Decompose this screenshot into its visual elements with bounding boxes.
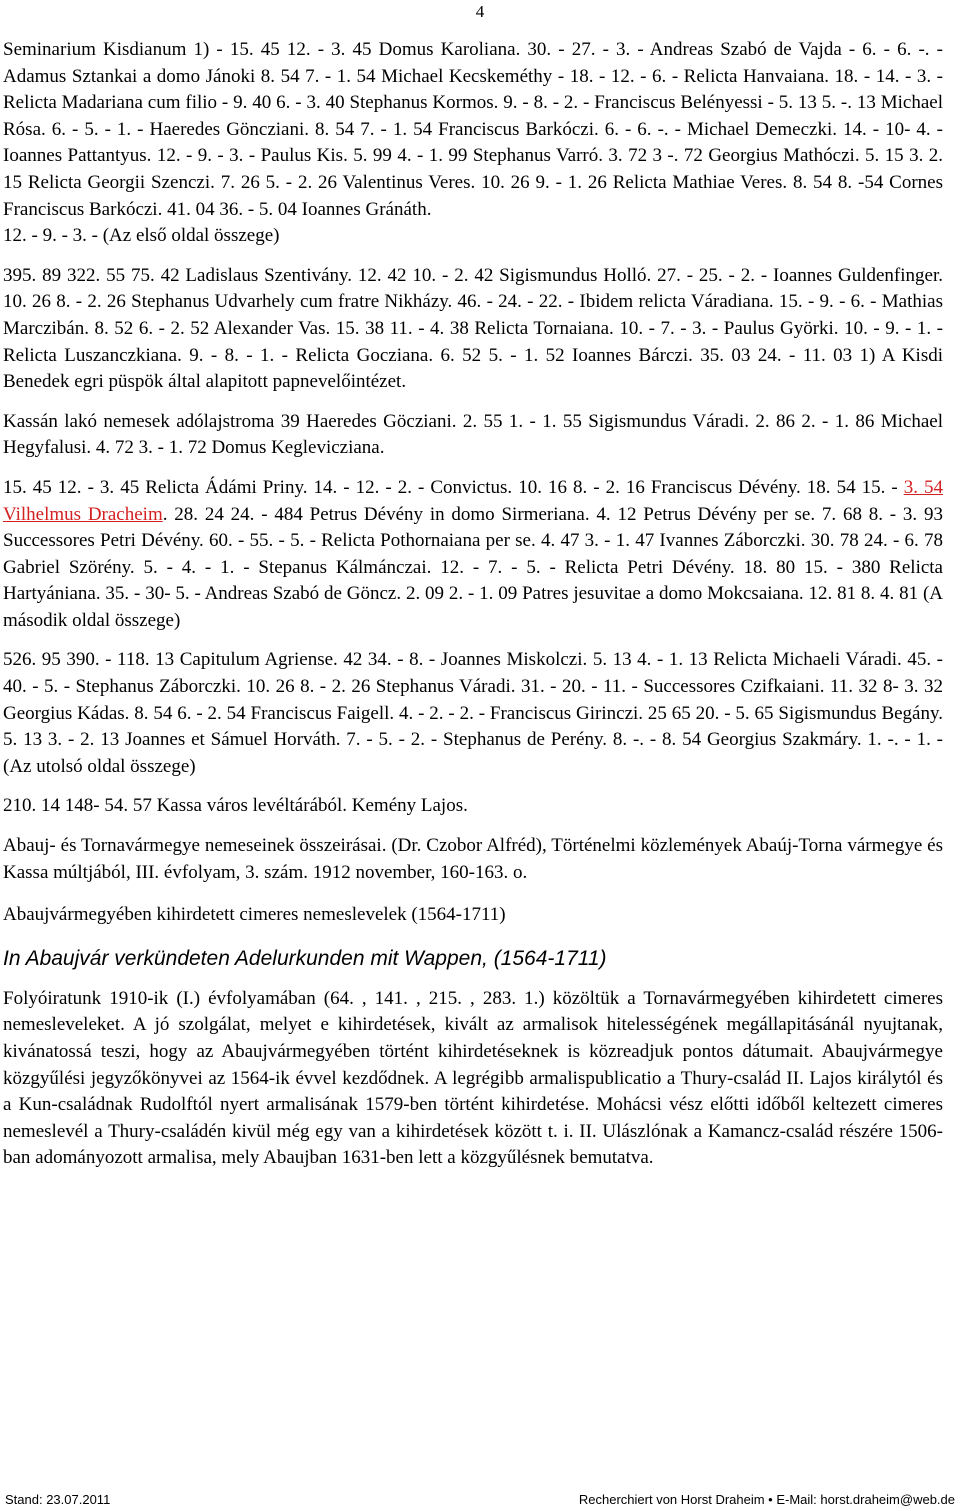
bibliographic-reference: Abauj- és Tornavármegye nemeseinek összeirásai. (Dr. Czobor Alfréd), Történelmi közlemények Abaúj-Torna vármegye és Kassa múltjából, III. évfolyam, 3. szám. 1912 november, 160-163. o. [3, 835, 943, 883]
tax-list-page2 [3, 475, 943, 635]
section-heading-german: In Abaujvár verkündeten Adelurkunden mit Wappen, (1564-1711) [3, 946, 607, 970]
page-number: 4 [475, 2, 485, 21]
page1-total: 12. - 9. - 3. - (Az első oldal összege) [3, 225, 280, 247]
tax-list-page2-rest: . 28. 24 24. - 484 Petrus Dévény in domo Sirmeriana. 4. 12 Petrus Dévény per se. 7. 68 8. - 3. 93 Successores Petri Dévény. 60. - 55. - 5. - Relicta Pothornaiana per se. 4. 47 3. - 1. 47 Ivannes Záborczki. 30. 78 24. - 6. 78 Gabriel Szörény. 5. - 4. - 1. - Stepanus Kálmánczai. 12. - 7. - 5. - Relicta Petri Dévény. 18. 80 15. - 380 Relicta Hartyániana. 35. - 30- 5. - Andreas Szabó de Göncz. 2. 09 2. - 1. 09 Patres jesuvitae a domo Mokcsaiana. 12. 81 8. 4. 81 (A második oldal összege) [3, 503, 943, 631]
footer-credit: Recherchiert von Horst Draheim • E-Mail: horst.draheim@web.de [578, 1492, 955, 1507]
tax-list-page2-start: 15. 45 12. - 3. 45 Relicta Ádámi Priny. 14. - 12. - 2. - Convictus. 10. 16 8. - 2. 16 Franciscus Dévény. 18. 54 15. - [3, 476, 904, 498]
source-note: 210. 14 148- 54. 57 Kassa város levéltárából. Kemény Lajos. [3, 795, 468, 817]
tax-list-page1-continued: 395. 89 322. 55 75. 42 Ladislaus Szentivány. 12. 42 10. - 2. 42 Sigismundus Holló. 27. - 25. - 2. - Ioannes Guldenfinger. 10. 26 8. - 2. 26 Stephanus Udvarhely cum fratre Nikházy. 46. - 24. - 22. - Ibidem relicta Váradiana. 15. - 9. - 6. - Mathias Marczibán. 8. 52 6. - 2. 52 Alexander Vas. 15. 38 11. - 4. 38 Relicta Tornaiana. 10. - 7. - 3. - Paulus Györki. 10. - 9. - 1. - Relicta Luszanczkiana. 9. - 8. - 1. - Relicta Gocziana. 6. 52 5. - 1. 52 Ioannes Bárczi. 35. 03 24. - 11. 03 1) A Kisdi Benedek egri püspök által alapitott papnevelőintézet. [3, 264, 943, 393]
armorial-letters-intro: Folyóiratunk 1910-ik (I.) évfolyamában (64. , 141. , 215. , 283. 1.) közöltük a Tornavármegyében kihirdetett cimeres nemesleveleket. A jó szolgálat, melyet e kihirdetések, kivált az armalisok hitelességének megállapitásánál nyujtanak, kivánatossá teszi, hogy az Abaujvármegyében történt kihirdetéseknek is közreadjuk pontos dátumait. Abaujvármegye közgyűlési jegyzőkönyvei az 1564-ik évvel kezdődnek. A legrégibb armalispublicatio a Thury-család II. Lajos királytól és a Kun-családnak Rudolftól nyert armalisának 1579-ben történt kihirdetése. Mohácsi vész előtti időből keltezett cimeres nemeslevél a Thury-családén kivül még egy van a kihirdetések között t. i. II. Ulászlónak a Kamancz-család részére 1506-ban adományozott armalisa, mely Abaujban 1631-ben lett a közgyűlésnek bemutatva. [3, 987, 943, 1169]
draheim-entry-link[interactable]: 3. 54 Vilhelmus Dracheim [3, 476, 944, 525]
tax-list-page1: Seminarium Kisdianum 1) - 15. 45 12. - 3. 45 Domus Karoliana. 30. - 27. - 3. - Andreas Szabó de Vajda - 6. - 6. -. - Adamus Sztankai a domo Jánoki 8. 54 7. - 1. 54 Michael Kecskeméthy - 18. - 12. - 6. - Relicta Hanvaiana. 18. - 14. - 3. - Relicta Madariana cum filio - 9. 40 6. - 3. 40 Stephanus Kormos. 9. - 8. - 2. - Franciscus Belényessi - 5. 13 5. -. 13 Michael Rósa. 6. - 5. - 1. - Haeredes Göncziani. 8. 54 7. - 1. 54 Franciscus Barkóczi. 6. - 6. -. - Michael Demeczki. 14. - 10- 4. - Ioannes Pattantyus. 12. - 9. - 3. - Paulus Kis. 5. 99 4. - 1. 99 Stephanus Varró. 3. 72 3 -. 72 Georgius Mathóczi. 5. 15 3. 2. 15 Relicta Georgii Szenczi. 7. 26 5. - 2. 26 Valentinus Veres. 10. 26 9. - 1. 26 Relicta Mathiae Veres. 8. 54 8. -54 Cornes Franciscus Barkóczi. 41. 04 36. - 5. 04 Ioannes Gránáth. [3, 39, 943, 220]
kassa-nobles-intro: Kassán lakó nemesek adólajstroma 39 Haeredes Göcziani. 2. 55 1. - 1. 55 Sigismundus Váradi. 2. 86 2. - 1. 86 Michael Hegyfalusi. 4. 72 3. - 1. 72 Domus Keglevicziana. [3, 410, 943, 459]
document-body [3, 37, 943, 1172]
section-heading-hungarian: Abaujvármegyében kihirdetett cimeres nemeslevelek (1564-1711) [3, 904, 506, 926]
footer-date: Stand: 23.07.2011 [5, 1492, 111, 1507]
tax-list-page3: 526. 95 390. - 118. 13 Capitulum Agriense. 42 34. - 8. - Joannes Miskolczi. 5. 13 4. - 1. 13 Relicta Michaeli Váradi. 45. - 40. - 5. - Stephanus Záborczki. 10. 26 8. - 2. 26 Stephanus Váradi. 31. - 20. - 11. - Successores Czifkaiani. 11. 32 8- 3. 32 Georgius Kádas. 8. 54 6. - 2. 54 Franciscus Faigell. 4. - 2. - 2. - Franciscus Girinczi. 25 65 20. - 5. 65 Sigismundus Begány. 5. 13 3. - 2. 13 Joannes et Sámuel Horváth. 7. - 5. - 2. - Stephanus de Perény. 8. -. - 8. 54 Georgius Szakmáry. 1. -. - 1. - (Az utolsó oldal összege) [3, 649, 943, 777]
